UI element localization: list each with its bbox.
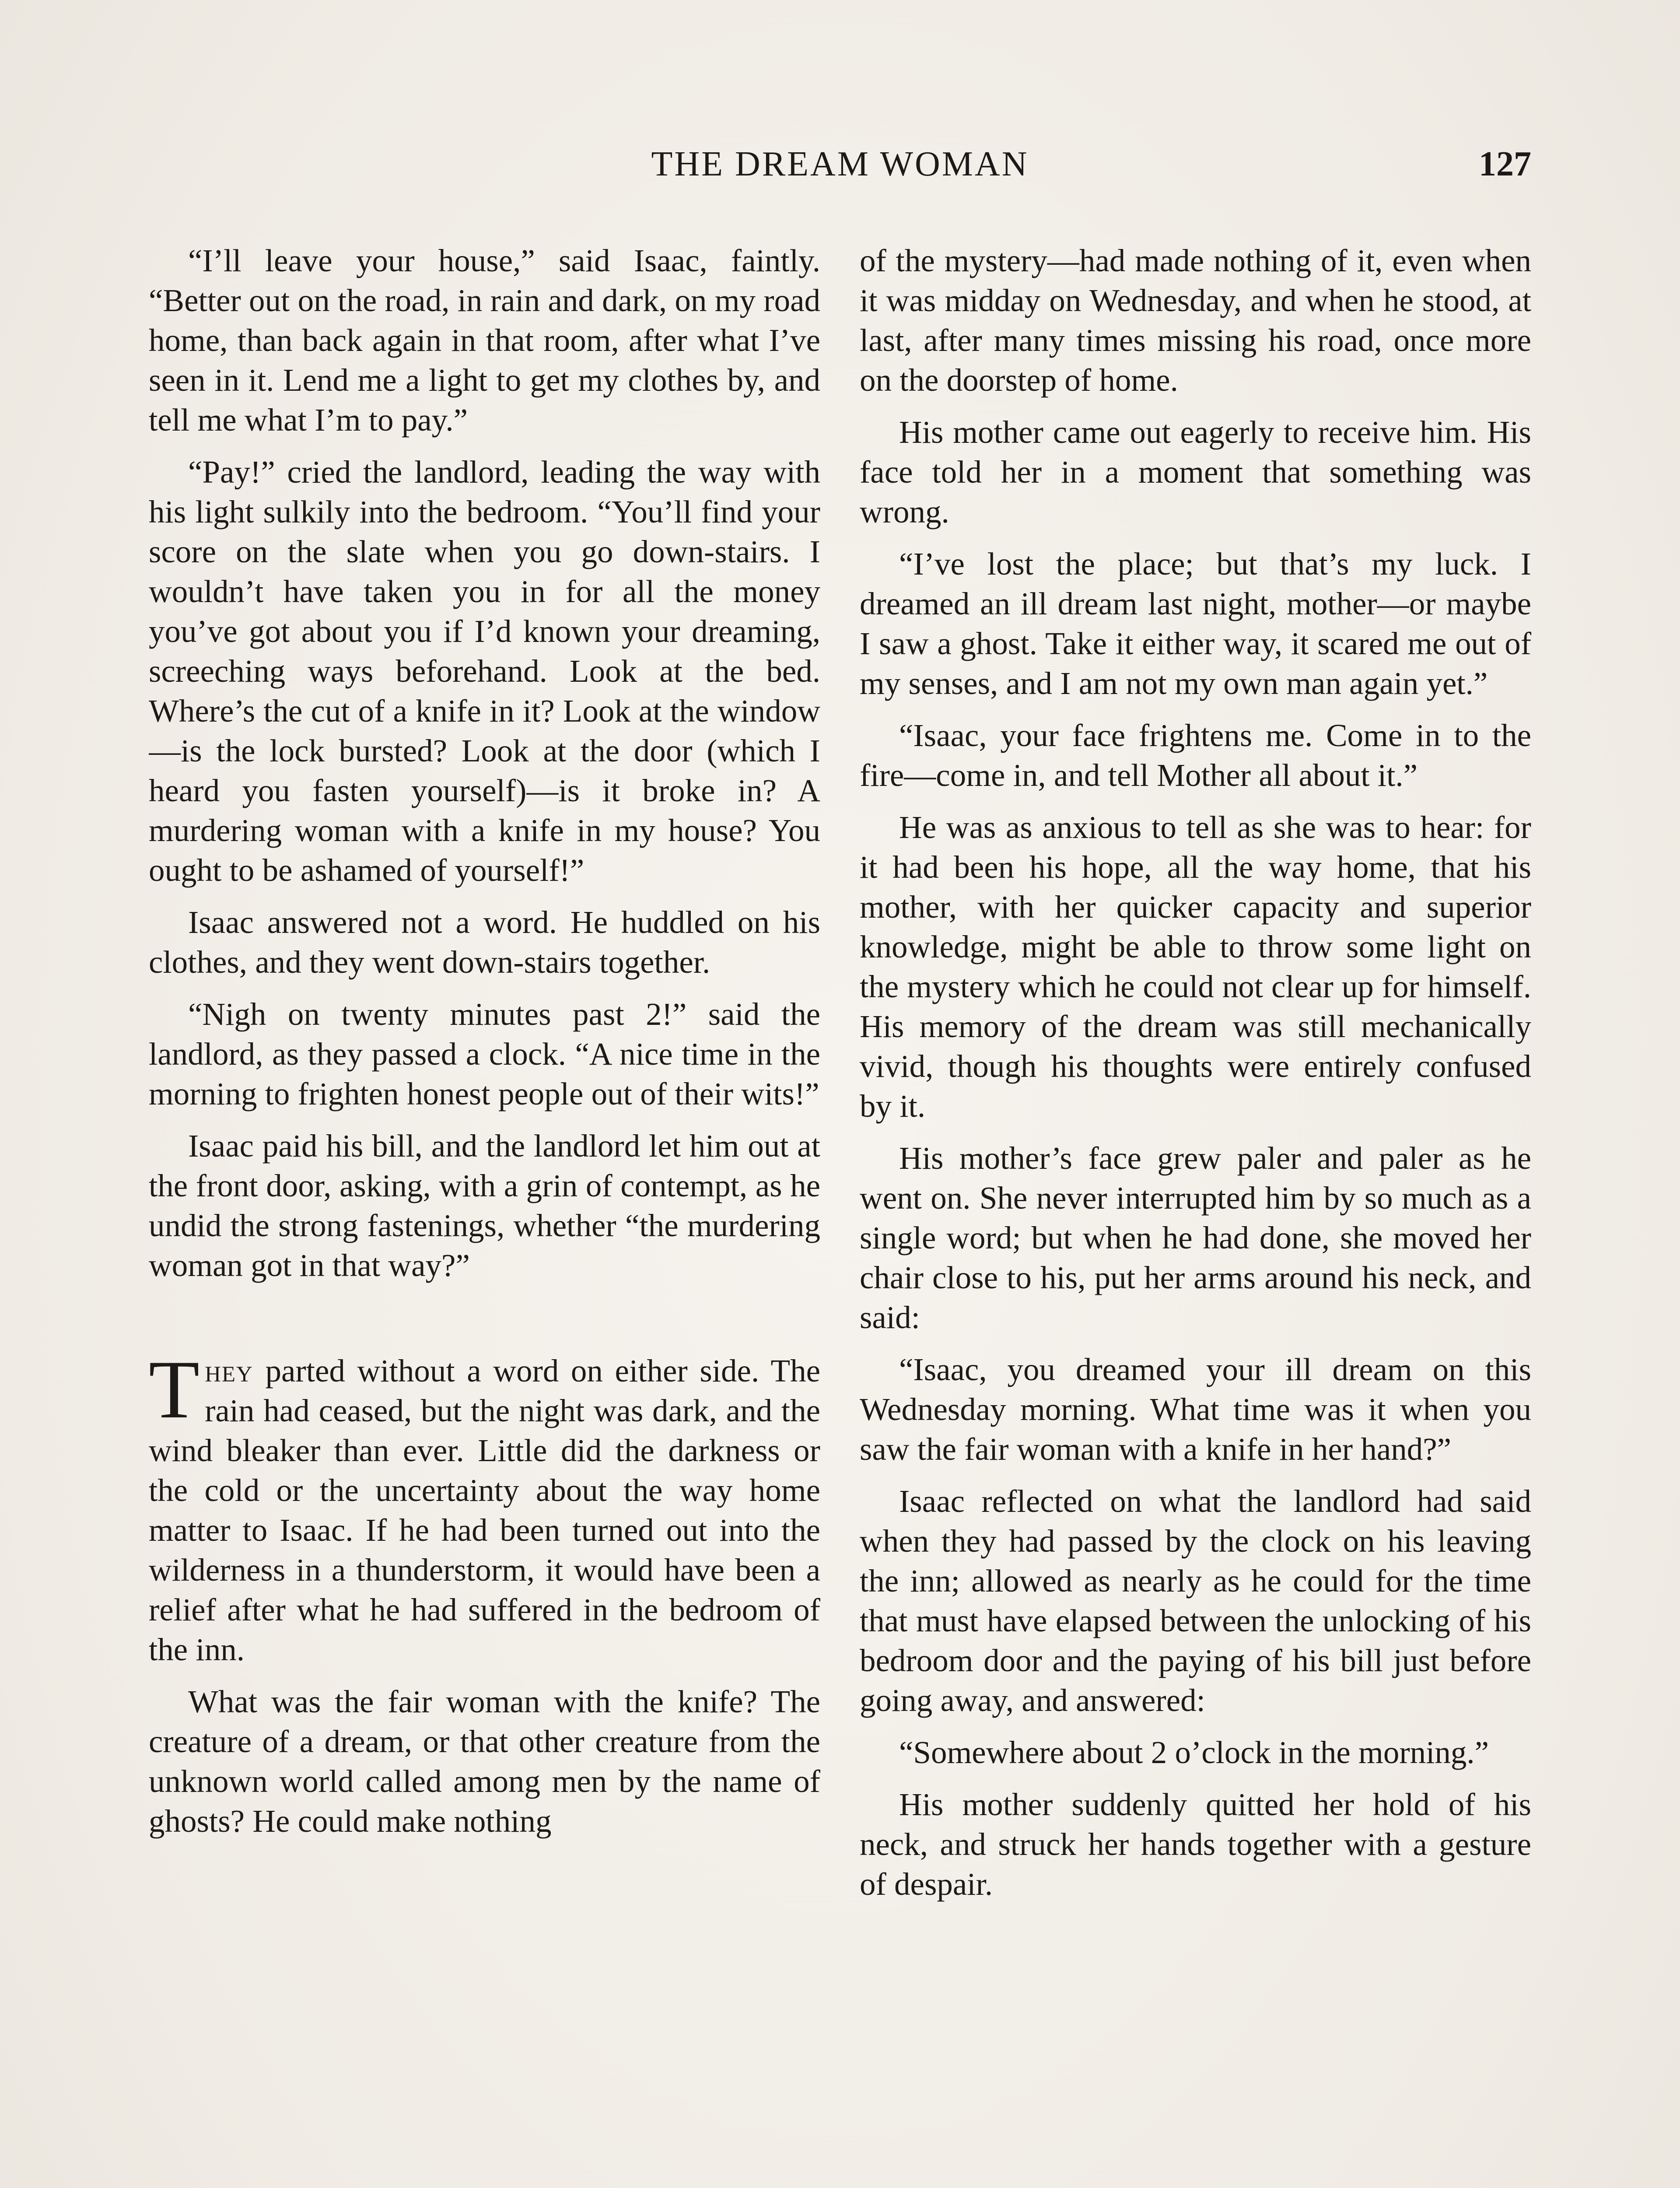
page-header <box>149 144 1531 197</box>
drop-cap: T <box>149 1344 200 1436</box>
paragraph: “Isaac, your face frightens me. Come in to the fire—come in, and tell Mother all about it.” <box>860 718 1531 793</box>
text-columns <box>149 241 1531 2188</box>
paragraph: His mother suddenly quitted her hold of his neck, and struck her hands together with a gesture of despair. <box>860 1787 1531 1902</box>
paragraph: What was the fair woman with the knife? The creature of a dream, or that other creature from the unknown world called among men by the name of ghosts? He could make nothing <box>149 1684 820 1839</box>
running-head-title: THE DREAM WOMAN <box>651 145 1029 183</box>
page-number: 127 <box>1479 145 1531 183</box>
paragraph: His mother’s face grew paler and paler as he went on. She never interrupted him by so much as a single word; but when he had done, she moved her chair close to his, put her arms around his neck, and said: <box>860 1140 1531 1335</box>
paragraph: Isaac paid his bill, and the landlord let him out at the front door, asking, with a grin of contempt, as he undid the strong fastenings, whether “the murdering woman got in that way?” <box>149 1128 820 1283</box>
left-column <box>149 241 820 2188</box>
paragraph: “Isaac, you dreamed your ill dream on this Wednesday morning. What time was it when you saw the fair woman with a knife in her hand?” <box>860 1352 1531 1467</box>
paragraph: “Pay!” cried the landlord, leading the way with his light sulkily into the bedroom. “You’ll find your score on the slate when you go down-stairs. I wouldn’t have taken you in for all the money you’ve got about you if I’d known your dreaming, screeching ways beforehand. Look at the bed. Where’s the cut of a knife in it? Look at the window—is the lock bursted? Look at the door (which I heard you fasten yourself)—is it broke in? A murdering woman with a knife in my house? You ought to be ashamed of yourself!” <box>149 454 820 888</box>
paragraph: Isaac answered not a word. He huddled on his clothes, and they went down-stairs together. <box>149 905 820 980</box>
paragraph: He was as anxious to tell as she was to hear: for it had been his hope, all the way home, that his mother, with her quicker capacity and superior knowledge, might be able to throw some light on the mystery which he could not clear up for himself. His memory of the dream was still mechanically vivid, though his thoughts were entirely confused by it. <box>860 810 1531 1124</box>
paragraph-continued: of the mystery—had made nothing of it, even when it was midday on Wednesday, and when he stood, at last, after many times missing his road, once more on the doorstep of home. <box>860 243 1531 398</box>
paragraph-text: parted without a word on either side. The rain had ceased, but the night was dark, and the wind bleaker than ever. Little did the darkness or the cold or the uncertainty about the way home matter to Isaac. If he had been turned out into the wilderness in a thunderstorm, it would have been a relief after what he had suffered in the bedroom of the inn. <box>149 1353 820 1667</box>
paragraph: His mother came out eagerly to receive him. His face told her in a moment that something was wrong. <box>860 414 1531 529</box>
right-column <box>860 241 1531 2188</box>
section-opening-paragraph <box>149 1344 820 1669</box>
paragraph: “I’ve lost the place; but that’s my luck. I dreamed an ill dream last night, mother—or maybe I saw a ghost. Take it either way, it scared me out of my senses, and I am not my own man again yet.” <box>860 546 1531 701</box>
small-caps-lead: hey <box>205 1353 253 1389</box>
paragraph: “Somewhere about 2 o’clock in the morning.” <box>899 1735 1489 1770</box>
paragraph: “I’ll leave your house,” said Isaac, faintly. “Better out on the road, in rain and dark, on my road home, than back again in that room, after what I’ve seen in it. Lend me a light to get my clothes by, and tell me what I’m to pay.” <box>149 243 820 438</box>
paragraph: Isaac reflected on what the landlord had said when they had passed by the clock on his leaving the inn; allowed as nearly as he could for the time that must have elapsed between the unlocking of his bedroom door and the paying of his bill just before going away, and answered: <box>860 1483 1531 1718</box>
paragraph: “Nigh on twenty minutes past 2!” said the landlord, as they passed a clock. “A nice time in the morning to frighten honest people out of their wits!” <box>149 996 820 1112</box>
